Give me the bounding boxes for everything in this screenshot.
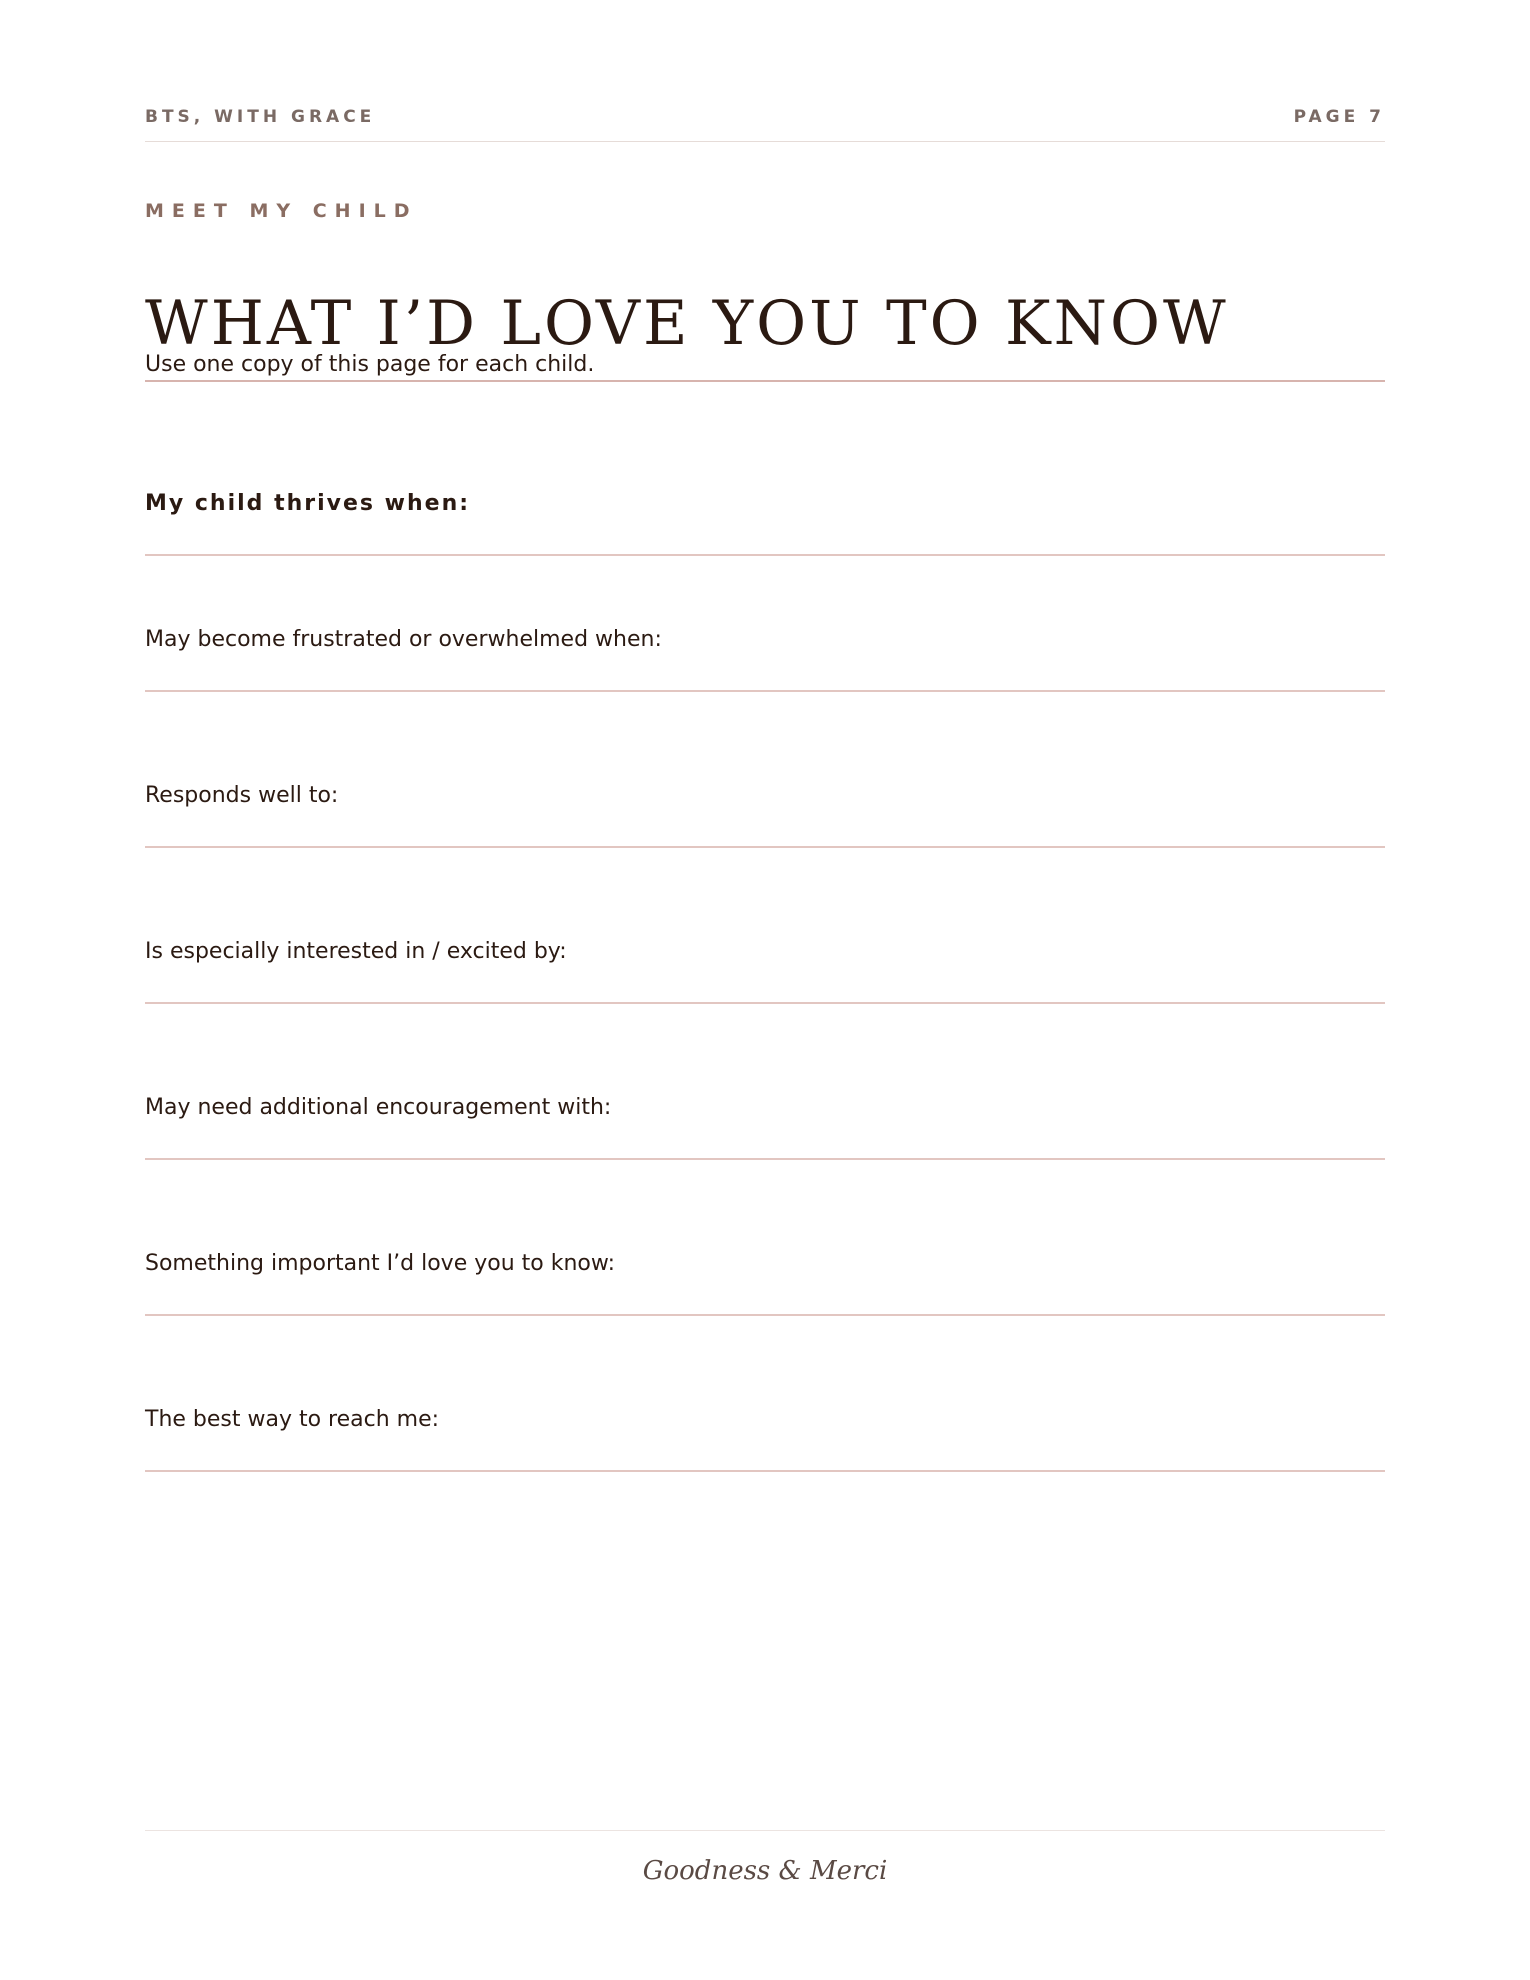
field-label: May become frustrated or overwhelmed when: [145,627,662,652]
worksheet-page [145,0,1385,1980]
page-title: WHAT I’D LOVE YOU TO KNOW [145,289,1385,382]
running-header [145,107,1385,142]
field-best-way-to-reach[interactable] [145,1369,1385,1472]
field-frustrated-when[interactable] [145,590,1385,692]
footer-divider [145,1830,1385,1831]
field-label: The best way to reach me: [145,1407,440,1432]
page-number: PAGE 7 [1293,107,1385,127]
field-label: My child thrives when: [145,491,471,516]
instruction-text: Use one copy of this page for each child. [145,352,595,377]
field-label: Responds well to: [145,783,339,808]
brand-name: BTS, WITH GRACE [145,107,376,127]
field-label: May need additional encouragement with: [145,1095,612,1120]
field-interested-in[interactable] [145,901,1385,1004]
field-responds-well-to[interactable] [145,745,1385,848]
field-something-important[interactable] [145,1213,1385,1316]
field-label: Is especially interested in / excited by: [145,939,567,964]
section-eyebrow: MEET MY CHILD [145,200,418,222]
field-label: Something important I’d love you to know: [145,1251,616,1276]
field-thrives-when[interactable] [145,456,1385,556]
field-needs-encouragement[interactable] [145,1057,1385,1160]
brand-signature-logo: Goodness & Merci [642,1856,888,1886]
